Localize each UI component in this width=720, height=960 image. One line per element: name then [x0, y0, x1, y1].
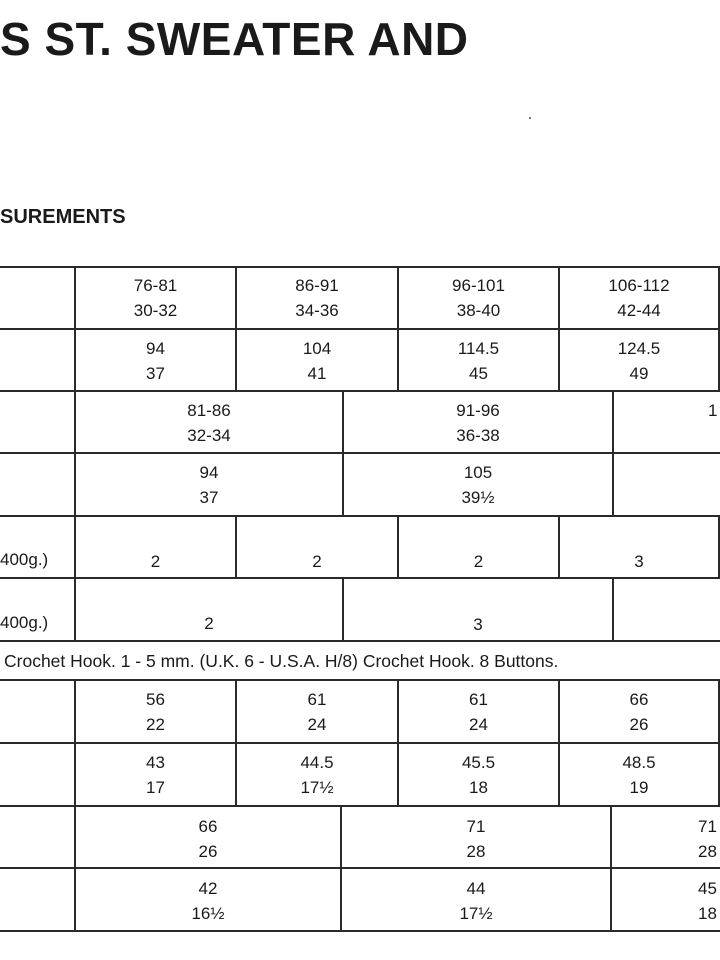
rule [0, 328, 720, 330]
rule [0, 805, 720, 807]
rule [612, 577, 614, 642]
table-cell: 86-91 34-36 [295, 276, 339, 320]
rule [0, 867, 720, 869]
materials-note: Crochet Hook. 1 - 5 mm. (U.K. 6 - U.S.A. H/8) Crochet Hook. 8 Buttons. [4, 651, 559, 671]
table-cell: 124.5 49 [617, 339, 661, 383]
rule [610, 805, 612, 932]
table-cell: 66 26 [198, 817, 218, 861]
table-cell: 56 22 [146, 690, 165, 734]
table-cell: 71 28 [466, 817, 486, 861]
table-cell: 2 [473, 552, 484, 571]
table-cell: 91-96 36-38 [456, 401, 500, 445]
table-cell: 3 [473, 615, 483, 634]
table-cell: 114.5 45 [457, 339, 500, 383]
speck [529, 117, 531, 119]
table-cell: 66 26 [629, 690, 649, 734]
table-cell: 45 18 [698, 879, 717, 923]
table-cell: 96-101 38-40 [452, 276, 505, 320]
page-title: S ST. SWEATER AND [0, 13, 469, 65]
table-cell: 81-86 32-34 [187, 401, 231, 445]
table-cell: 44.5 17½ [300, 753, 334, 797]
rule [0, 930, 720, 932]
table-cell: 2 [312, 552, 322, 571]
rule [0, 679, 720, 681]
table-cell: 105 39½ [461, 463, 495, 507]
table-cell: 3 [634, 552, 644, 571]
table-cell: 71 28 [698, 817, 717, 861]
rule [0, 742, 720, 744]
row-label: 400g.) [0, 613, 49, 632]
table-cell: 2 [150, 552, 161, 571]
table-cell: 104 41 [302, 339, 332, 383]
table-cell: 94 37 [199, 463, 219, 507]
table-cell: 43 17 [146, 753, 165, 797]
table-cell: 61 24 [307, 690, 327, 734]
table-cell: 48.5 19 [622, 753, 656, 797]
table-cell: 106-112 42-44 [608, 276, 670, 320]
table-cell: 42 16½ [191, 879, 225, 923]
section-heading: SUREMENTS [0, 206, 126, 228]
table-cell: 76-81 30-32 [133, 276, 178, 320]
table-cell: 1 [708, 401, 718, 420]
table-cell: 45.5 18 [461, 753, 496, 797]
table-cell: 44 17½ [459, 879, 493, 923]
rule [612, 390, 614, 517]
rule [0, 266, 720, 268]
table-cell: 94 37 [146, 339, 165, 383]
row-label: 400g.) [0, 550, 49, 569]
table-cell: 2 [204, 614, 214, 633]
table-cell: 61 24 [469, 690, 488, 734]
